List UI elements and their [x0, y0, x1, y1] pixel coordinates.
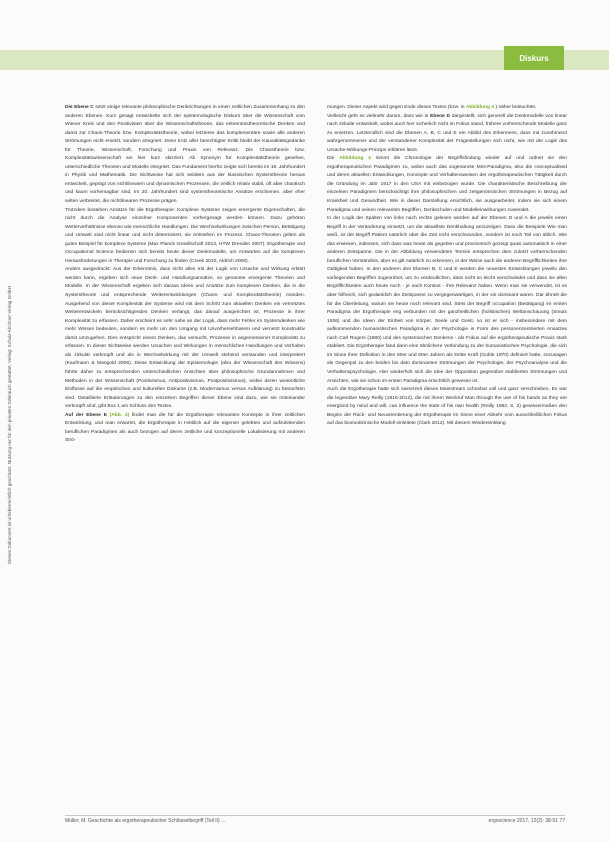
ebene-e-heading: Auf der Ebene E [65, 412, 107, 418]
footer-divider [65, 815, 565, 816]
right-paragraph-5: Auch die Ergotherapie hatte sich seinerzeit dieses Mainstream schonbar voll und ganz verschrieben. Es war die legendäre Mary Reilly (1916-2012), die mit ihrem Weckruf Man through the use of his hands as they are energized by mind and will, can influence the state of his own health (Reilly 1962, S. 2) gewissermaßen den Beginn der Rück- und Neuorientierung der Ergotherapie im Sinne einer Abkehr vom ausschließlichen Fokus auf das biomedizinische Modell einleitete (Clark 2012). Mit diesem Wiedereinklang [327, 387, 567, 427]
right-paragraph-1-a: mungen. Dieser Aspekt wird gegen Ende dieses Textes (bzw. in [327, 105, 465, 110]
sidebar-copyright-text: Dieses Dokument ist urheberrechtlich geschützt. Nutzung nur für den privaten Gebrauch gestattet. Verlag: Schulz-Kirchner Verlag GmbH [7, 286, 12, 564]
right-paragraph-4: In der Logik der Spalten von links nach rechts gelesen werden auf der Ebenen D und A die jeweils einen Begriff in der Veränderung einsetzt, um die aktuellste Denkhaltung anzuzeigen. Dass die Beispiele Wie man weiß, ist der Begriff Patient natürlich über die Zeit nicht verschwunden, sondern ist noch Teil von üblich. Wie das erwiesen, indessen, sich dass was heute als gegeben und provisorisch gezeigt quasi automatisch in einer anderen Zeitspanne. Die in der Abbildung verwendeten Termini entsprechen dem zuletzt vorherrschenden beruflichen Verständnis, aber es gilt natürlich zu erkennen, in der Weise auch die anderen Begrifflichkeiten ihre Gültigkeit haben. In den anderen drei Ebenen B, C und E werden die neuesten Entwicklungen jeweils den vorliegenden Begriffen zugeordnet, um zu verdeutlichen, dass nicht so leicht verschwindet und dass sie allen Begrifflichkeiten auch heute noch - je nach Kontext - ihre Relevanz haben. Wenn man sie verwendet, ist es aber hilfreich, sich gedanklich die Zeitspanne zu vergegenwärtigen, in der sie dominant waren. Dar ähnelt die für die Überleitung, warum sie heute noch relevant sind. Stets der Begriff occupation (Betätigung) im ersten Paradigma der Ergotherapie eng verbunden mit der ganzheitlichen (holistischen) Weltanschauung (Smuts 1926) und die Ideen der Einheit von Körper, Seele und Geist, so ist er sich - insbesondere mit dem aufkommenden humanistischen Paradigma in der Psychologie in Form des personenzentrierten Ansatzes nach Carl Rogers (1980) und des systemischen Denkens - als Fokus auf die ergotherapeutische Praxis stark etabliert. Die Ergotherapie fand dann eine ähnlichere Verbindung zu der humanistischen Psychologie, die sich im Sinne ihrer Definition in den 50er und 60er Jahren als Dritte Kraft (Goble 1970) definiert hatte, sozusagen als Gegenpol zu den beiden bis dato dominanten Strömungen der Psychologie, der Psychoanalyse und die Verhaltenspsychologie. Hier wiederholt sich die Idee der Opposition gegenüber etablierten Strömungen und Ansichten, wie sie schon im ersten Paradigma ersichtlich gewesen ist. [327, 216, 567, 384]
footer-citation: Müller, M. Geschichte als ergotherapeutischer Schlüsselbegriff (Teil II) ... [65, 818, 226, 824]
right-paragraph-2-a: Vielleicht geht es vielmehr darum, dass wie in [327, 113, 429, 119]
right-paragraph-3-a: Die [327, 156, 335, 162]
figure-reference[interactable]: Abbildung 4 [339, 156, 371, 162]
section-tab: Diskurs [504, 46, 564, 70]
right-column [327, 104, 567, 804]
left-paragraph-1 [65, 104, 305, 207]
right-paragraph-1-b: ) näher beleuchtet. [495, 105, 537, 110]
left-paragraph-4-text: findet man die für die Ergotherapie relevanten Konzepte in ihrer zeitlichen Entwicklung, und man erwartet, die Ergotherapie in Hinblick auf die eigenen gelebten und aufzuleitenden beruflichen Paradigmen als auch bezogen auf deren zeitliche und konzeptionelle Lokalisierung mit anderen Strö- [65, 412, 305, 444]
footer-journal-page: ergoscience 2017, 12(2): 38-51 77 [488, 818, 565, 824]
right-paragraph-3-b: nimmt die Chronologie der Begriffsfindung wieder auf und ordnet sie den ergotherapeutischen Paradigmen zu, wobei auch das sogenannte Mini-Paradigma, also die conceptualised und deren aktuellen Entwicklungen, Konzepte und Verhaltensweisen der ergotherapeutischen Tätigkeit durch die Gründung im Jahr 1917 in den USA mit einbezogen wurde. Die charakteristische Beschreibung der einzelnen Paradigmen berücksichtigt ihre philosophischen und zeitgenössischen Strömungen in Bezug auf Krankheit und Gesundheit. Wie in dieser Darstellung ersichtlich, sie ausgearbeitet, indem sie sich einem Paradigma und seinen relevanten Begriffen, Denkschulen und Modelleinwirkungen zuwendet. [327, 156, 567, 213]
figure-reference[interactable]: Abbildung 4 [465, 105, 495, 110]
left-paragraph-3: Anders ausgedrückt: Aus der Erkenntnis, dass nicht alles mit der Logik von Ursache und Wirkung erklärt werden kann, ergeben sich neue Denk- und Handlungsansätze, so genannte emergente Theorien und Modelle. In der Wissenschaft ergeben sich daraus Ideen und Ansätze zum komplexen Denken, die in die Systemtheorie und entsprechende Weiterentwicklungen (Chaos- und Komplexitätstheorie) münden. Ausgehend von dieser Komplexität der Systeme wird mit dem Schritt zum aktuellen Denken ein vernetztes Weiterentwickeln berücksichtigendes Denken verlangt, das darauf ausgerichtet ist, Prozesse in ihrer Komplexität zu erfassen. Daher erscheint es sehr nahe an der Logik, dass mehr Fehler im Systemdenken wie mehr Wissen bedeuten, sondern es mehr um den Umgang mit Unvorhersehbarem und vernetzt konstruktiv damit umzugehen. Dies entspricht einem Denken, das versucht, Prozesse in angemessener Komplexität zu erfassen. In dieser Sichtweise werden Ursachen und Wirkungen in menschlichen Handlungen und Verhalten als zirkulär verknüpft und als in Wechselwirkung mit der Umwelt stehend verstanden und interpretiert (Kaufmann & Mangold 2006). Diese Entwicklung der Epistemologie (also der Wissenschaft des Wissens) führte daher zu entsprechenden unterschiedlichen Ansichten über philosophische Grundannahmen und Methoden in der Wissenschaft (Positivismus, Antipositivismus, Postpositivismus), wobei deren wesentliche Einflüsse auf die empirischen und kulturellen Diskurse (z.B. Modernismus versus Aufklärung) zu betrachten sind. Detaillierte Erläuterungen zu den einzelnen Begriffen dieser Ebene sind dazu, wie sie miteinander verknüpft sind, gibt Box 1 am Schluss des Textes. [65, 267, 305, 410]
right-paragraph-2 [327, 113, 567, 156]
right-paragraph-1 [327, 104, 567, 113]
ebene-d-heading: Ebene D [430, 113, 451, 119]
left-column [65, 104, 305, 804]
figure-reference[interactable]: (Abb. 4) [109, 412, 130, 418]
left-paragraph-2: Trotzdem bestehen Ansätze für die Ergotherapie: Komplexe Systeme zeigen emergente Eigenschaften, die nicht durch die Analyse einzelner Komponenten vorhergesagt werden können. Dazu gehören Wetterverhältnisse ebenso wie menschliche Handlungen. Die Wechselwirkungen zwischen Person, Betätigung und Umwelt sind nicht linear und nicht determiniert, sie entstehen im Prozess. Chaos-Theorien gelten als gutes Beispiel für komplexe Systeme (Max Planck Gesellschaft 2013, HTW Dresden 2007). Ergotherapie und Occupational Science bedienen sich bereits heute dieser Denkmodelle, um Antworten auf die komplexen Herausforderungen in Therapie und Forschung zu finden (Creek 2010, Aldrich 2008). [65, 207, 305, 264]
right-paragraph-3 [327, 155, 567, 215]
ebene-c-heading: Die Ebene C [65, 105, 94, 110]
sidebar-copyright-note [4, 75, 16, 775]
left-paragraph-4 [65, 412, 305, 446]
right-paragraph-2-b: dargestellt, sich generell die Denkmodelle von linear nach zirkulär entwickelt, wobei auch hier sicherlich nicht im Fokus stand, frühere vorherrschende Modelle ganz zu ersetzen. Letztendlich sind die Ebenen A, B, C und E ein Abbild des Erkennens, dass mit zunehmend wahrgenommener und der verstandener Komplexität der Fragestellungen sich nicht, wie mit der Logik des Ursache-Wirkungs-Prinzips erklären lässt. [327, 113, 567, 153]
left-paragraph-1-text: setzt einige relevante philosophische Denkrichtungen in einen zeitlichen Zusammenhang zu den anderen Ebenen. Kurz gesagt entwickelte sich der epistemologische Diskurs über die Wissenschaft vom Wiener Kreis und den Positivisten über die Wissenschaftstheorie, das erkenntnistheoretische Denken und damit zur Chaos-Theorie bzw. Komplexitätstheorie, wobei letzteres das komplementäre sowie alle anderen Strömungen nicht ersetzt, sondern integriert. Denn trotz aller berechtigter Kritik bleibt der Kausalitätsgedanke für Theorie, Wissenschaft, Forschung und Praxis von Relevanz. Die Chaostheorie bzw. Komplexitätswissenschaft sei hier kurz skizziert. Ab Synonym für Komplexitätstheorie gesehen, unterschiedliche Theorien und Modelle integriert. Das Fundament hierfür zeigte sich bereits im 19. Jahrhundert in Physik und Mathematik. Die Sichtweise hat sich seitdem aus der klassischen Systemtheorie heraus entwickelt, geprägt von nichtlinearen und dynamischen Prozessen, die zeitlich relativ stabil, oft aber chaotisch und kaum vorhersagbar sind. Im 20. Jahrhundert sind systemtheoretische Ansätze erschienen, aber eher selten verbreitet, die nichtlinearen Prozesse prägen. [65, 105, 305, 205]
